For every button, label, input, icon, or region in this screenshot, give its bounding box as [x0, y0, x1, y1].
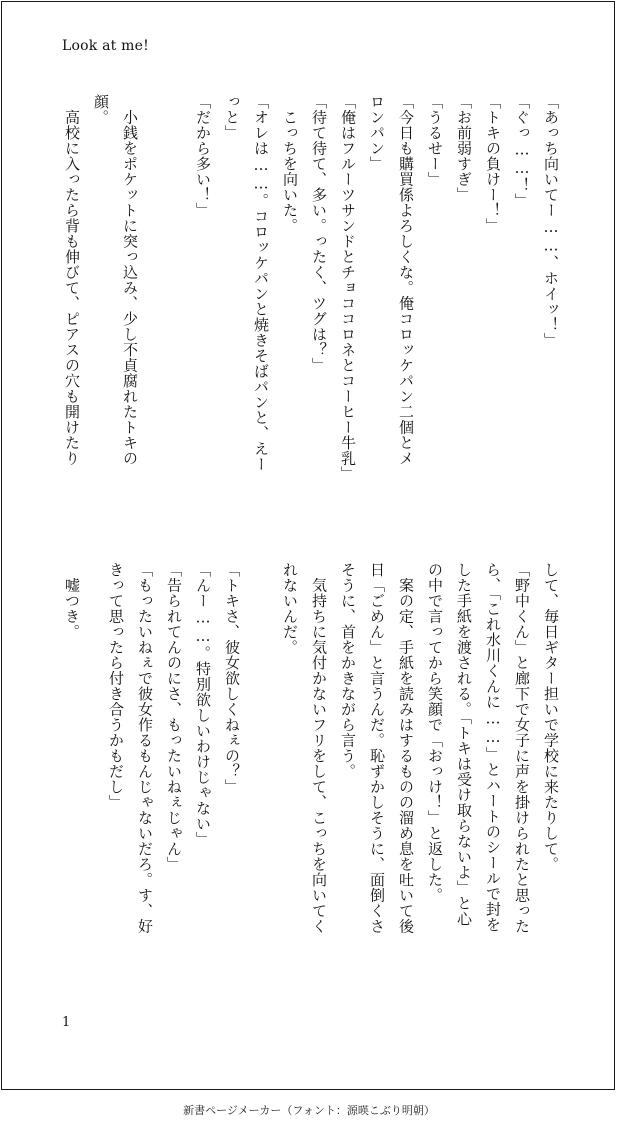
text-column: 「俺はフルーツサンドとチョココロネとコーヒー牛乳」 — [339, 94, 357, 482]
page-number: 1 — [62, 1015, 71, 1030]
text-column: きって思ったら付き合うかもだし」 — [107, 562, 125, 810]
page-title: Look at me! — [62, 38, 149, 54]
text-column: 「お前弱すぎ」 — [455, 94, 473, 203]
text-column: 「今日も購買係よろしくな。俺コロッケパン二個とメ — [397, 94, 415, 466]
text-column: 「んー……。特別欲しいわけじゃない」 — [194, 562, 212, 847]
text-column: 「トキの負けー！」 — [484, 94, 502, 234]
text-column: 顔。 — [92, 94, 110, 125]
text-column: 「オレは……。コロッケパンと焼きそばパンと、えー — [252, 94, 270, 472]
text-column: れないんだ。 — [281, 562, 299, 655]
text-column: 嘘つき。 — [63, 562, 81, 640]
text-column: 「だから多い！」 — [194, 94, 212, 218]
text-column: して、毎日ギター担いで学校に来たりして。 — [542, 562, 560, 872]
text-column: の中で言ってから笑顔で「おっけ！」と返した。 — [426, 562, 444, 903]
text-column: 「待て待て、多い。ったく、ツグは？」 — [310, 94, 328, 373]
text-column: っと」 — [223, 94, 241, 141]
text-column: 高校に入ったら背も伸びて、ピアスの穴も開けたり — [63, 94, 81, 466]
text-column: 「うるせー」 — [426, 94, 444, 187]
text-column: 「ぐっ……！」 — [513, 94, 531, 209]
text-column: 「告られてんのにさ、もったいねぇじゃん」 — [165, 562, 183, 872]
text-column: そうに、首をかきながら言う。 — [339, 562, 357, 779]
book-page — [1, 1, 615, 1090]
text-column: した手紙を渡される。「トキは受け取らないよ」と心 — [455, 562, 473, 927]
text-column: 小銭をポケットに突っ込み、少し不貞腐れたトキの — [121, 94, 139, 466]
text-column: 案の定、手紙を読みはするものの溜め息を吐いて後 — [397, 562, 415, 934]
text-column: 「トキさ、彼女欲しくねぇの？」 — [223, 562, 241, 795]
text-column: 「もったいねぇで彼女作るもんじゃないだろ。す、好 — [136, 562, 154, 934]
footer-credit: 新書ページメーカー（フォント：源暎こぶり明朝） — [183, 1104, 435, 1117]
text-column: 「野中くん」と廊下で女子に声を掛けられたと思った — [513, 562, 531, 934]
text-column: ら、「これ水川くんに……」とハートのシールで封を — [484, 562, 502, 933]
text-column: 気持ちに気付かないフリをして、こっちを向いてく — [310, 562, 328, 934]
text-column: 日「ごめん」と言うんだ。恥ずかしそうに、面倒くさ — [368, 562, 386, 934]
text-column: 「あっち向いてー……、ホイッ！」 — [542, 94, 560, 348]
text-column: こっちを向いた。 — [281, 94, 299, 234]
text-column: ロンパン」 — [368, 94, 386, 172]
